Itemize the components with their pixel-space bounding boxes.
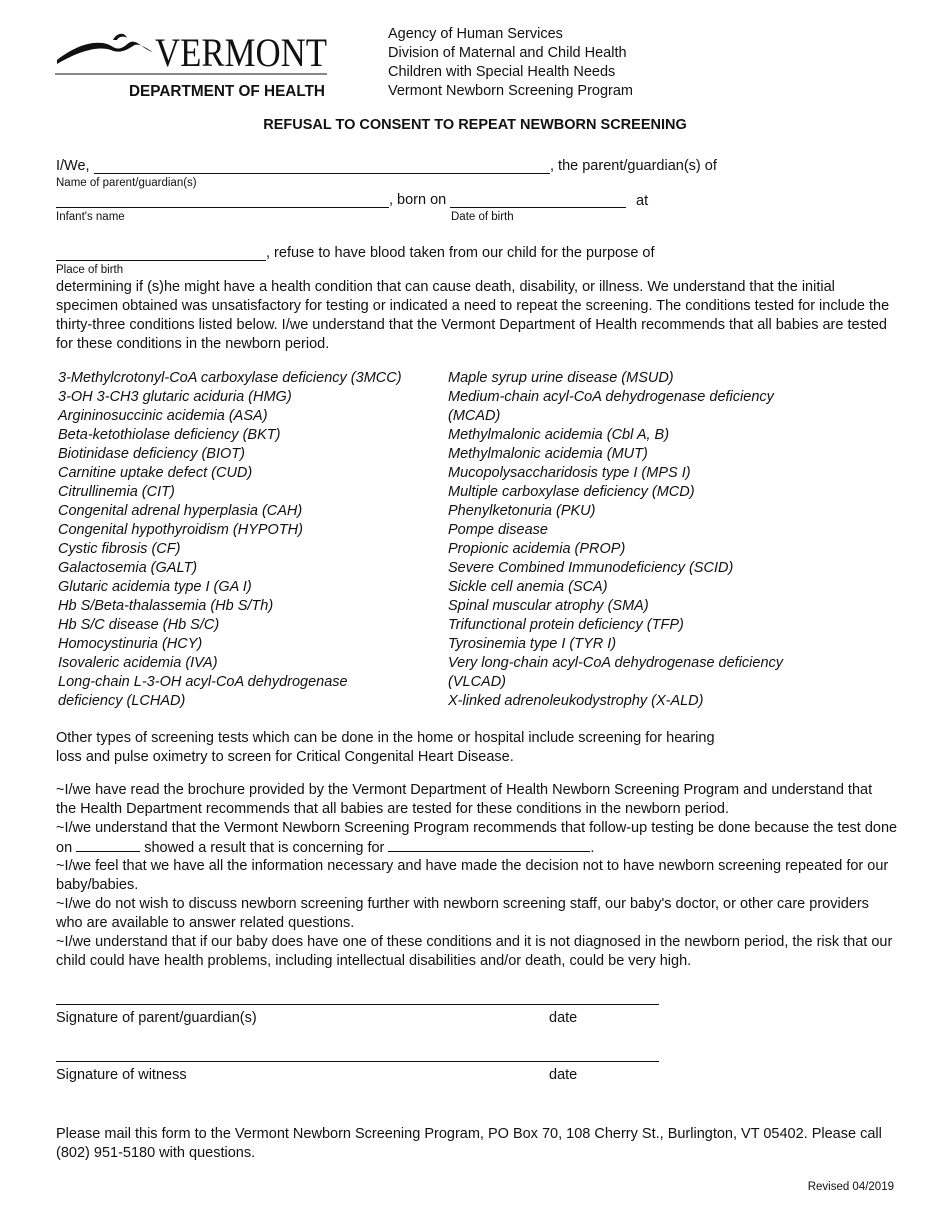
condition-item: Medium-chain acyl-CoA dehydrogenase deficiency xyxy=(448,389,774,405)
test-date-field[interactable] xyxy=(76,838,140,852)
condition-item: Hb S/Beta-thalassemia (Hb S/Th) xyxy=(58,598,274,614)
place-of-birth-label: Place of birth xyxy=(56,264,124,276)
condition-item: X-linked adrenoleukodystrophy (X-ALD) xyxy=(448,693,704,709)
condition-item: 3-Methylcrotonyl-CoA carboxylase deficiency (3MCC) xyxy=(58,370,402,386)
condition-item: Cystic fibrosis (CF) xyxy=(58,541,181,557)
condition-item: Carnitine uptake defect (CUD) xyxy=(58,465,253,481)
condition-item: Methylmalonic acidemia (MUT) xyxy=(448,446,648,462)
condition-item: Galactosemia (GALT) xyxy=(58,560,198,576)
condition-item: Methylmalonic acidemia (Cbl A, B) xyxy=(448,427,670,443)
witness-date-label: date xyxy=(549,1067,578,1083)
logo-department: DEPARTMENT OF HEALTH xyxy=(129,83,325,100)
statement-1: ~I/we have read the brochure provided by the Vermont Department of Health Newborn Screening Program and understand that the Health Department recommends that all babies are tested for these conditions in the newborn period. xyxy=(56,782,873,817)
condition-item: Sickle cell anemia (SCA) xyxy=(448,579,608,595)
vermont-health-logo xyxy=(55,28,330,100)
condition-item: 3-OH 3-CH3 glutaric aciduria (HMG) xyxy=(58,389,292,405)
line2-at: at xyxy=(636,193,649,209)
conditions-list-right xyxy=(448,369,783,711)
condition-item: Congenital hypothyroidism (HYPOTH) xyxy=(58,522,303,538)
parent-name-label: Name of parent/guardian(s) xyxy=(56,177,197,189)
statement-2-line-1: ~I/we understand that the Vermont Newborn Screening Program recommends that follow-up testing be done because the test done xyxy=(56,820,898,836)
condition-item: Severe Combined Immunodeficiency (SCID) xyxy=(448,560,734,576)
intro-paragraph: determining if (s)he might have a health condition that can cause death, disability, or illness. We understand that the initial specimen obtained was unsatisfactory for testing or indicated a need to repeat the screening. The conditions tested for include the thirty-three conditions listed below. I/we understand that the Vermont Department of Health recommends that all babies are tested for these conditions in the newborn period. xyxy=(56,279,890,352)
witness-signature-field[interactable] xyxy=(56,1061,659,1062)
date-of-birth-field[interactable] xyxy=(450,207,626,208)
agency-line-4: Vermont Newborn Screening Program xyxy=(388,83,634,99)
statement-2-mid: showed a result that is concerning for xyxy=(144,840,385,856)
infant-name-label: Infant's name xyxy=(56,211,125,223)
agency-line-2: Division of Maternal and Child Health xyxy=(388,45,627,61)
condition-item: Long-chain L-3-OH acyl-CoA dehydrogenase xyxy=(58,674,348,690)
condition-item: deficiency (LCHAD) xyxy=(58,693,186,709)
concern-field[interactable] xyxy=(388,838,590,852)
condition-item: Spinal muscular atrophy (SMA) xyxy=(448,598,649,614)
statement-3: ~I/we feel that we have all the information necessary and have made the decision not to have newborn screening repeated for our baby/babies. xyxy=(56,858,889,893)
condition-item: Pompe disease xyxy=(448,522,548,538)
mailing-instructions: Please mail this form to the Vermont Newborn Screening Program, PO Box 70, 108 Cherry St., Burlington, VT 05402. Please call (802) 951-5180 with questions. xyxy=(56,1126,882,1161)
other-tests-line-2: loss and pulse oximetry to screen for Critical Congenital Heart Disease. xyxy=(56,749,514,765)
agency-line-3: Children with Special Health Needs xyxy=(388,64,616,80)
condition-item: Propionic acidemia (PROP) xyxy=(448,541,626,557)
statement-5: ~I/we understand that if our baby does have one of these conditions and it is not diagnosed in the newborn period, the risk that our child could have health problems, including intellectual disabilities and/or death, could be very high. xyxy=(56,934,893,969)
condition-item: (MCAD) xyxy=(448,408,501,424)
condition-item: Biotinidase deficiency (BIOT) xyxy=(58,446,245,462)
condition-item: Argininosuccinic acidemia (ASA) xyxy=(58,408,268,424)
condition-item: Trifunctional protein deficiency (TFP) xyxy=(448,617,684,633)
condition-item: Homocystinuria (HCY) xyxy=(58,636,203,652)
parent-date-label: date xyxy=(549,1010,578,1026)
statement-4: ~I/we do not wish to discuss newborn screening further with newborn screening staff, our baby's doctor, or other care providers who are available to answer related questions. xyxy=(56,896,869,931)
condition-item: Very long-chain acyl-CoA dehydrogenase deficiency xyxy=(448,655,784,671)
other-tests-line-1: Other types of screening tests which can be done in the home or hospital include screening for hearing xyxy=(56,730,715,746)
statement-2-end: . xyxy=(590,840,595,856)
condition-item: Citrullinemia (CIT) xyxy=(58,484,175,500)
condition-item: Multiple carboxylase deficiency (MCD) xyxy=(448,484,695,500)
revision-date: Revised 04/2019 xyxy=(807,1181,894,1193)
condition-item: Isovaleric acidemia (IVA) xyxy=(58,655,218,671)
condition-item: Glutaric acidemia type I (GA I) xyxy=(58,579,252,595)
condition-item: Tyrosinemia type I (TYR I) xyxy=(448,636,617,652)
condition-item: Phenylketonuria (PKU) xyxy=(448,503,596,519)
condition-item: Maple syrup urine disease (MSUD) xyxy=(448,370,674,386)
agency-line-1: Agency of Human Services xyxy=(388,26,563,42)
statement-2-line-2 xyxy=(56,838,594,858)
line3-suffix: , refuse to have blood taken from our child for the purpose of xyxy=(266,245,655,261)
form-title: REFUSAL TO CONSENT TO REPEAT NEWBORN SCREENING xyxy=(263,117,687,133)
line1-suffix: , the parent/guardian(s) of xyxy=(550,158,717,174)
condition-item: (VLCAD) xyxy=(448,674,507,690)
condition-item: Hb S/C disease (Hb S/C) xyxy=(58,617,220,633)
mountain-logo-icon xyxy=(55,28,330,100)
date-of-birth-label: Date of birth xyxy=(451,211,514,223)
infant-name-field[interactable] xyxy=(56,207,389,208)
statement-2-on: on xyxy=(56,840,73,856)
parent-signature-label: Signature of parent/guardian(s) xyxy=(56,1010,257,1026)
parent-signature-field[interactable] xyxy=(56,1004,659,1005)
condition-item: Mucopolysaccharidosis type I (MPS I) xyxy=(448,465,691,481)
line1-prefix: I/We, xyxy=(56,158,90,174)
parent-name-field[interactable] xyxy=(94,173,550,174)
logo-wordmark: VERMONT xyxy=(155,30,327,75)
witness-signature-label: Signature of witness xyxy=(56,1067,187,1083)
line2-born-on: , born on xyxy=(389,192,447,208)
condition-item: Beta-ketothiolase deficiency (BKT) xyxy=(58,427,281,443)
conditions-list-left xyxy=(58,369,402,711)
condition-item: Congenital adrenal hyperplasia (CAH) xyxy=(58,503,303,519)
place-of-birth-field[interactable] xyxy=(56,260,266,261)
